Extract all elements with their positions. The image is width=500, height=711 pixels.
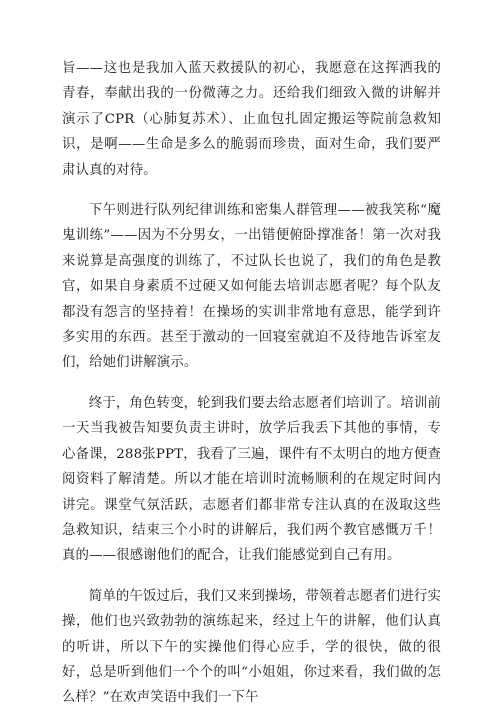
document-body	[62, 56, 441, 711]
paragraph-4: 简单的午饭过后，我们又来到操场，带领着志愿者们进行实操，他们也兴致勃勃的演练起来，经过上午的讲解，他们认真的听讲，所以下午的实操他们得心应手，学的很快，做的很好，总是听到他们一个个的叫“小姐姐，你过来看，我们做的怎么样？”在欢声笑语中我们一下午	[62, 588, 441, 706]
paragraph-2: 下午则进行队列纪律训练和密集人群管理——被我笑称“魔鬼训练”——因为不分男女，一出错便俯卧撑准备！第一次对我来说算是高强度的训练了，不过队长也说了，我们的角色是教官，如果自身素质不过硬又如何能去培训志愿者呢？每个队友都没有怨言的坚持着！在操场的实训非常地有意思，能学到许多实用的东西。甚至于激动的一回寝室就迫不及待地告诉室友们，给她们讲解演示。	[62, 203, 441, 371]
paragraph-1: 旨——这也是我加入蓝天救援队的初心，我愿意在这挥洒我的青春，奉献出我的一份微薄之力。还给我们细致入微的讲解并演示了CPR（心肺复苏术）、止血包扎固定搬运等院前急救知识，是啊——生命是多么的脆弱而珍贵，面对生命，我们要严肃认真的对待。	[62, 61, 441, 178]
paragraph-3: 终于，角色转变，轮到我们要去给志愿者们培训了。培训前一天当我被告知要负责主讲时，放学后我丢下其他的事情，专心备课，288张PPT，我看了三遍，课件有不太明白的地方便查阅资料了解清楚。所以才能在培训时流畅顺利的在规定时间内讲完。课堂气氛活跃，志愿者们都非常专注认真的在汲取这些急救知识，结束三个小时的讲解后，我们两个教官感慨万千！真的——很感谢他们的配合，让我们能感觉到自己有用。	[62, 395, 441, 564]
